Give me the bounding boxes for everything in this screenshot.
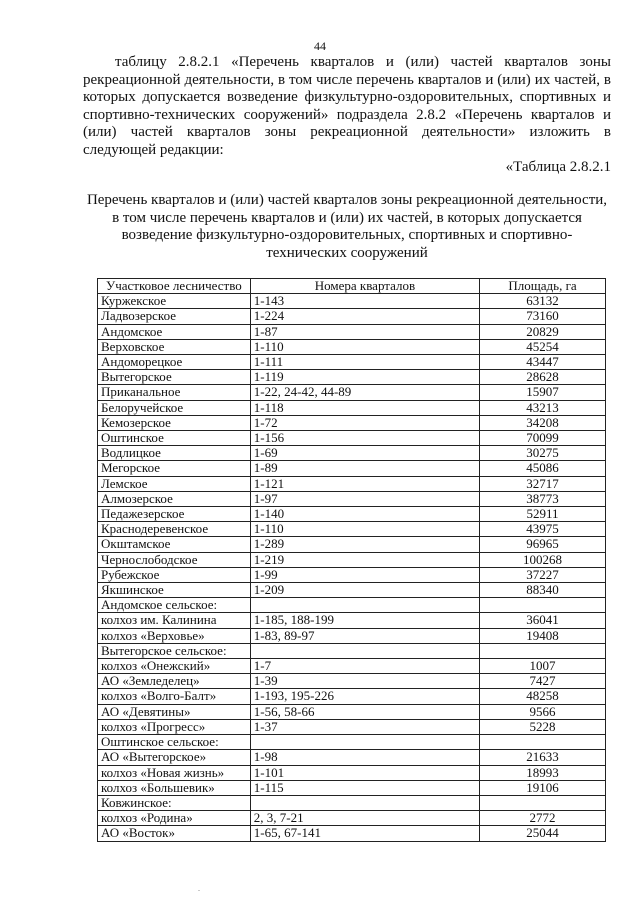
cell-quarters: 1-22, 24-42, 44-89 [250, 385, 479, 400]
table-row [98, 689, 606, 704]
table-row [98, 385, 606, 400]
table-row [98, 613, 606, 628]
table-row [98, 598, 606, 613]
cell-district: Оштинское [98, 431, 251, 446]
cell-quarters: 1-37 [250, 719, 479, 734]
table-row [98, 811, 606, 826]
cell-district: Ковжинское: [98, 795, 251, 810]
table-row [98, 643, 606, 658]
cell-quarters: 1-224 [250, 309, 479, 324]
cell-quarters: 1-87 [250, 324, 479, 339]
cell-quarters: 2, 3, 7-21 [250, 811, 479, 826]
cell-area: 9566 [480, 704, 606, 719]
cell-district: АО «Девятины» [98, 704, 251, 719]
table-row [98, 537, 606, 552]
cell-quarters [250, 598, 479, 613]
cell-district: Ладвозерское [98, 309, 251, 324]
table-row [98, 522, 606, 537]
table-row [98, 735, 606, 750]
cell-area: 21633 [480, 750, 606, 765]
table-row [98, 294, 606, 309]
cell-district: Чернослободское [98, 552, 251, 567]
table-row [98, 491, 606, 506]
cell-district: АО «Вытегорское» [98, 750, 251, 765]
cell-quarters: 1-193, 195-226 [250, 689, 479, 704]
cell-quarters: 1-72 [250, 415, 479, 430]
cell-area: 5228 [480, 719, 606, 734]
table-row [98, 704, 606, 719]
cell-quarters: 1-115 [250, 780, 479, 795]
cell-district: Куржекское [98, 294, 251, 309]
cell-quarters: 1-65, 67-141 [250, 826, 479, 841]
table-row [98, 431, 606, 446]
header-district: Участковое лесничество [98, 279, 251, 294]
cell-district: Андомское [98, 324, 251, 339]
table-row [98, 339, 606, 354]
cell-district: Краснодеревенское [98, 522, 251, 537]
cell-area: 70099 [480, 431, 606, 446]
cell-area [480, 795, 606, 810]
table-row [98, 628, 606, 643]
table-reference: «Таблица 2.8.2.1 [505, 159, 611, 175]
table-row [98, 507, 606, 522]
heading-line: в том числе перечень кварталов и (или) их частей, в которых допускается [112, 209, 582, 226]
cell-district: Белоручейское [98, 400, 251, 415]
cell-district: колхоз «Большевик» [98, 780, 251, 795]
cell-district: Кемозерское [98, 415, 251, 430]
cell-district: колхоз «Прогресс» [98, 719, 251, 734]
footer-mark: . [198, 884, 200, 893]
heading-line: Перечень кварталов и (или) частей кварталов зоны рекреационной деятельности, [86, 192, 608, 208]
cell-district: Приканальное [98, 385, 251, 400]
cell-area: 25044 [480, 826, 606, 841]
cell-area: 30275 [480, 446, 606, 461]
table-row [98, 795, 606, 810]
cell-district: Педажезерское [98, 507, 251, 522]
cell-quarters: 1-185, 188-199 [250, 613, 479, 628]
cell-quarters: 1-83, 89-97 [250, 628, 479, 643]
cell-area: 28628 [480, 370, 606, 385]
cell-area: 1007 [480, 659, 606, 674]
table-row [98, 446, 606, 461]
cell-area: 100268 [480, 552, 606, 567]
cell-area: 20829 [480, 324, 606, 339]
cell-quarters: 1-110 [250, 339, 479, 354]
cell-quarters [250, 643, 479, 658]
cell-quarters: 1-156 [250, 431, 479, 446]
table-row [98, 355, 606, 370]
cell-area: 43975 [480, 522, 606, 537]
cell-district: Лемское [98, 476, 251, 491]
heading-line: технических сооружений [266, 244, 428, 261]
cell-quarters: 1-101 [250, 765, 479, 780]
cell-area [480, 598, 606, 613]
table-row [98, 476, 606, 491]
cell-quarters [250, 795, 479, 810]
cell-district: Вытегорское [98, 370, 251, 385]
cell-area: 52911 [480, 507, 606, 522]
cell-quarters: 1-99 [250, 567, 479, 582]
table-row [98, 780, 606, 795]
cell-district: Вытегорское сельское: [98, 643, 251, 658]
cell-quarters: 1-39 [250, 674, 479, 689]
table-body [98, 294, 606, 841]
cell-district: Андомское сельское: [98, 598, 251, 613]
cell-area: 88340 [480, 583, 606, 598]
cell-quarters: 1-7 [250, 659, 479, 674]
table-heading [83, 192, 611, 262]
table-row [98, 659, 606, 674]
cell-district: колхоз «Родина» [98, 811, 251, 826]
cell-quarters: 1-121 [250, 476, 479, 491]
cell-district: Водлицкое [98, 446, 251, 461]
cell-area: 73160 [480, 309, 606, 324]
cell-district: Окштамское [98, 537, 251, 552]
cell-quarters: 1-289 [250, 537, 479, 552]
cell-quarters: 1-97 [250, 491, 479, 506]
header-quarters: Номера кварталов [250, 279, 479, 294]
cell-district: Рубежское [98, 567, 251, 582]
cell-quarters: 1-69 [250, 446, 479, 461]
cell-district: Якшинское [98, 583, 251, 598]
table-row [98, 765, 606, 780]
cell-area: 19408 [480, 628, 606, 643]
table-row [98, 826, 606, 841]
cell-area: 48258 [480, 689, 606, 704]
cell-area: 2772 [480, 811, 606, 826]
table-row [98, 400, 606, 415]
cell-quarters [250, 735, 479, 750]
cell-quarters: 1-110 [250, 522, 479, 537]
forestry-table [97, 278, 606, 842]
cell-quarters: 1-140 [250, 507, 479, 522]
header-area: Площадь, га [480, 279, 606, 294]
cell-area: 32717 [480, 476, 606, 491]
page-number: 44 [314, 39, 326, 53]
cell-area: 15907 [480, 385, 606, 400]
cell-district: АО «Земледелец» [98, 674, 251, 689]
cell-quarters: 1-143 [250, 294, 479, 309]
cell-quarters: 1-119 [250, 370, 479, 385]
intro-paragraph [83, 54, 611, 160]
table-row [98, 461, 606, 476]
cell-area: 63132 [480, 294, 606, 309]
cell-quarters: 1-118 [250, 400, 479, 415]
cell-quarters: 1-98 [250, 750, 479, 765]
table-row [98, 309, 606, 324]
cell-district: Алмозерское [98, 491, 251, 506]
cell-area: 7427 [480, 674, 606, 689]
table-header-row [98, 279, 606, 294]
cell-quarters: 1-209 [250, 583, 479, 598]
cell-area [480, 735, 606, 750]
cell-area: 37227 [480, 567, 606, 582]
cell-district: Верховское [98, 339, 251, 354]
cell-district: колхоз «Новая жизнь» [98, 765, 251, 780]
cell-area: 34208 [480, 415, 606, 430]
heading-line: возведение физкультурно-оздоровительных, спортивных и спортивно- [121, 227, 573, 243]
cell-area: 43213 [480, 400, 606, 415]
cell-area [480, 643, 606, 658]
cell-area: 19106 [480, 780, 606, 795]
intro-text: таблицу 2.8.2.1 «Перечень кварталов и (или) частей кварталов зоны рекреационной деятельности, в том числе перечень кварталов и (или) их частей, в которых допускается возведение физкультурно-оздоровительных, спортивных и спортивно-технических сооружений» подраздела 2.8.2 «Перечень кварталов и (или) частей кварталов зоны рекреационной деятельности» изложить в следующей редакции: [83, 54, 611, 158]
cell-district: колхоз «Верховье» [98, 628, 251, 643]
cell-quarters: 1-219 [250, 552, 479, 567]
cell-district: Оштинское сельское: [98, 735, 251, 750]
cell-quarters: 1-111 [250, 355, 479, 370]
table-row [98, 415, 606, 430]
cell-district: колхоз «Волго-Балт» [98, 689, 251, 704]
table-row [98, 567, 606, 582]
cell-area: 18993 [480, 765, 606, 780]
cell-area: 45254 [480, 339, 606, 354]
table-row [98, 750, 606, 765]
cell-district: Мегорское [98, 461, 251, 476]
cell-area: 96965 [480, 537, 606, 552]
cell-quarters: 1-89 [250, 461, 479, 476]
table-row [98, 552, 606, 567]
cell-area: 38773 [480, 491, 606, 506]
table-row [98, 674, 606, 689]
cell-quarters: 1-56, 58-66 [250, 704, 479, 719]
table-row [98, 719, 606, 734]
table-row [98, 583, 606, 598]
cell-area: 36041 [480, 613, 606, 628]
cell-district: АО «Восток» [98, 826, 251, 841]
table-row [98, 370, 606, 385]
cell-district: колхоз им. Калинина [98, 613, 251, 628]
table-row [98, 324, 606, 339]
cell-area: 45086 [480, 461, 606, 476]
cell-district: колхоз «Онежский» [98, 659, 251, 674]
cell-district: Андоморецкое [98, 355, 251, 370]
cell-area: 43447 [480, 355, 606, 370]
